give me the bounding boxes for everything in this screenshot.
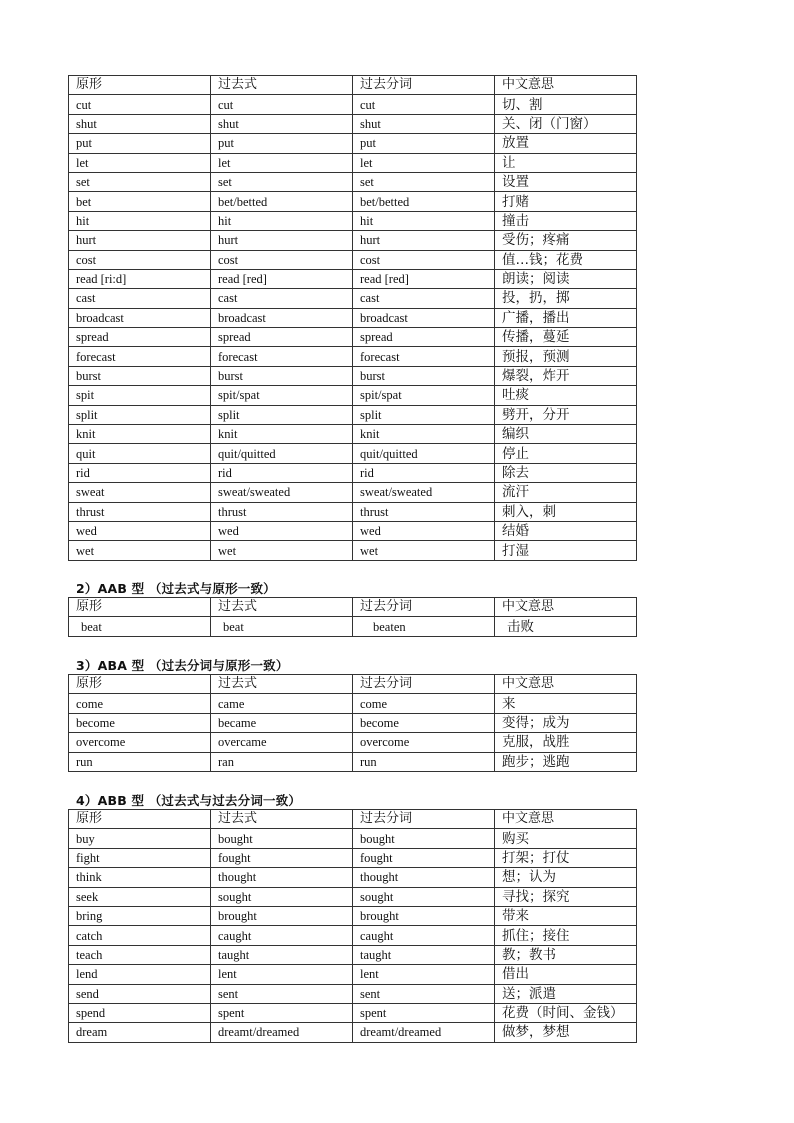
table-row	[69, 172, 637, 191]
cell-past-participle: spread	[353, 328, 495, 347]
header-past-tense: 过去式	[211, 810, 353, 829]
header-base-form: 原形	[69, 810, 211, 829]
cell-past-participle: split	[353, 405, 495, 424]
table-row	[69, 366, 637, 385]
cell-base-form: quit	[69, 444, 211, 463]
cell-past-participle: lent	[353, 965, 495, 984]
cell-past-tense: split	[211, 405, 353, 424]
cell-base-form: spend	[69, 1003, 211, 1022]
cell-past-participle: sought	[353, 887, 495, 906]
cell-past-tense: sought	[211, 887, 353, 906]
table-row	[69, 829, 637, 848]
table-row	[69, 926, 637, 945]
cell-chinese-meaning: 做梦，梦想	[495, 1023, 637, 1042]
section-title-aab: 2）AAB 型 （过去式与原形一致）	[76, 581, 276, 596]
verb-table-aaa	[68, 75, 637, 561]
verb-table-aab	[68, 597, 637, 637]
table-row	[69, 965, 637, 984]
header-past-participle: 过去分词	[353, 598, 495, 617]
cell-past-tense: knit	[211, 425, 353, 444]
table-row	[69, 906, 637, 925]
table-aaa-block	[68, 75, 636, 561]
cell-past-tense: sent	[211, 984, 353, 1003]
cell-chinese-meaning: 带来	[495, 906, 637, 925]
cell-past-participle: hit	[353, 211, 495, 230]
table-row	[69, 713, 637, 732]
cell-chinese-meaning: 设置	[495, 172, 637, 191]
cell-base-form: set	[69, 172, 211, 191]
cell-base-form: send	[69, 984, 211, 1003]
cell-chinese-meaning: 放置	[495, 134, 637, 153]
table-row	[69, 984, 637, 1003]
cell-chinese-meaning: 寻找；探究	[495, 887, 637, 906]
table-row	[69, 425, 637, 444]
cell-base-form: think	[69, 868, 211, 887]
cell-past-tense: wed	[211, 521, 353, 540]
cell-past-tense: thought	[211, 868, 353, 887]
cell-base-form: thrust	[69, 502, 211, 521]
table-row	[69, 848, 637, 867]
section-title-abb: 4）ABB 型 （过去式与过去分词一致）	[76, 793, 302, 808]
table-row	[69, 945, 637, 964]
cell-chinese-meaning: 预报，预测	[495, 347, 637, 366]
cell-past-participle: beaten	[353, 617, 495, 636]
cell-past-participle: set	[353, 172, 495, 191]
cell-past-participle: forecast	[353, 347, 495, 366]
cell-base-form: let	[69, 153, 211, 172]
cell-past-participle: caught	[353, 926, 495, 945]
cell-chinese-meaning: 广播，播出	[495, 308, 637, 327]
cell-chinese-meaning: 送；派遣	[495, 984, 637, 1003]
cell-past-tense: dreamt/dreamed	[211, 1023, 353, 1042]
header-base-form: 原形	[69, 76, 211, 95]
cell-past-tense: became	[211, 713, 353, 732]
cell-chinese-meaning: 想；认为	[495, 868, 637, 887]
cell-past-tense: came	[211, 694, 353, 713]
table-row	[69, 733, 637, 752]
cell-past-participle: quit/quitted	[353, 444, 495, 463]
cell-past-participle: burst	[353, 366, 495, 385]
table-row	[69, 269, 637, 288]
cell-past-tense: brought	[211, 906, 353, 925]
cell-base-form: beat	[69, 617, 211, 636]
table-row	[69, 752, 637, 771]
cell-past-tense: broadcast	[211, 308, 353, 327]
cell-past-tense: fought	[211, 848, 353, 867]
cell-past-tense: lent	[211, 965, 353, 984]
cell-base-form: cut	[69, 95, 211, 114]
cell-chinese-meaning: 花费（时间、金钱）	[495, 1003, 637, 1022]
cell-past-participle: sent	[353, 984, 495, 1003]
table-row	[69, 308, 637, 327]
table-row	[69, 134, 637, 153]
cell-base-form: catch	[69, 926, 211, 945]
table-row	[69, 502, 637, 521]
cell-past-tense: cost	[211, 250, 353, 269]
cell-base-form: wet	[69, 541, 211, 560]
header-chinese-meaning: 中文意思	[495, 76, 637, 95]
cell-past-participle: bet/betted	[353, 192, 495, 211]
table-header-row	[69, 76, 637, 95]
cell-base-form: split	[69, 405, 211, 424]
cell-past-participle: thrust	[353, 502, 495, 521]
cell-past-participle: shut	[353, 114, 495, 133]
cell-past-participle: dreamt/dreamed	[353, 1023, 495, 1042]
cell-past-tense: spit/spat	[211, 386, 353, 405]
cell-chinese-meaning: 传播，蔓延	[495, 328, 637, 347]
cell-chinese-meaning: 停止	[495, 444, 637, 463]
table-row	[69, 1023, 637, 1042]
cell-chinese-meaning: 打架；打仗	[495, 848, 637, 867]
cell-past-participle: rid	[353, 463, 495, 482]
cell-chinese-meaning: 劈开，分开	[495, 405, 637, 424]
cell-past-tense: cast	[211, 289, 353, 308]
cell-base-form: come	[69, 694, 211, 713]
table-row	[69, 1003, 637, 1022]
table-row	[69, 328, 637, 347]
cell-past-tense: bought	[211, 829, 353, 848]
cell-base-form: buy	[69, 829, 211, 848]
cell-chinese-meaning: 打湿	[495, 541, 637, 560]
cell-past-tense: wet	[211, 541, 353, 560]
table-aba-block	[68, 674, 636, 772]
cell-past-participle: cut	[353, 95, 495, 114]
cell-chinese-meaning: 克服，战胜	[495, 733, 637, 752]
cell-past-participle: put	[353, 134, 495, 153]
cell-chinese-meaning: 撞击	[495, 211, 637, 230]
table-row	[69, 211, 637, 230]
cell-past-tense: sweat/sweated	[211, 483, 353, 502]
cell-past-participle: hurt	[353, 231, 495, 250]
cell-past-tense: spent	[211, 1003, 353, 1022]
cell-past-tense: overcame	[211, 733, 353, 752]
cell-past-tense: spread	[211, 328, 353, 347]
cell-past-participle: cost	[353, 250, 495, 269]
header-base-form: 原形	[69, 598, 211, 617]
cell-base-form: seek	[69, 887, 211, 906]
table-row	[69, 868, 637, 887]
header-past-participle: 过去分词	[353, 810, 495, 829]
cell-past-participle: knit	[353, 425, 495, 444]
table-row	[69, 405, 637, 424]
verb-table-abb	[68, 809, 637, 1043]
cell-chinese-meaning: 击败	[495, 617, 637, 636]
cell-chinese-meaning: 吐痰	[495, 386, 637, 405]
cell-base-form: run	[69, 752, 211, 771]
cell-past-tense: rid	[211, 463, 353, 482]
cell-past-tense: caught	[211, 926, 353, 945]
header-past-tense: 过去式	[211, 675, 353, 694]
cell-base-form: rid	[69, 463, 211, 482]
cell-chinese-meaning: 爆裂，炸开	[495, 366, 637, 385]
table-row	[69, 95, 637, 114]
cell-past-participle: spent	[353, 1003, 495, 1022]
table-row	[69, 250, 637, 269]
cell-base-form: broadcast	[69, 308, 211, 327]
cell-base-form: sweat	[69, 483, 211, 502]
table-header-row	[69, 675, 637, 694]
cell-past-tense: burst	[211, 366, 353, 385]
cell-past-participle: read [red]	[353, 269, 495, 288]
cell-chinese-meaning: 借出	[495, 965, 637, 984]
header-chinese-meaning: 中文意思	[495, 598, 637, 617]
table-abb-block	[68, 809, 636, 1043]
cell-past-participle: broadcast	[353, 308, 495, 327]
cell-past-tense: beat	[211, 617, 353, 636]
cell-past-participle: wed	[353, 521, 495, 540]
verb-table-aba	[68, 674, 637, 772]
cell-past-participle: taught	[353, 945, 495, 964]
cell-past-tense: forecast	[211, 347, 353, 366]
cell-past-tense: read [red]	[211, 269, 353, 288]
cell-past-participle: sweat/sweated	[353, 483, 495, 502]
cell-past-participle: become	[353, 713, 495, 732]
cell-base-form: wed	[69, 521, 211, 540]
cell-base-form: overcome	[69, 733, 211, 752]
cell-past-participle: wet	[353, 541, 495, 560]
cell-past-tense: shut	[211, 114, 353, 133]
header-chinese-meaning: 中文意思	[495, 675, 637, 694]
cell-past-participle: brought	[353, 906, 495, 925]
cell-chinese-meaning: 来	[495, 694, 637, 713]
cell-past-participle: cast	[353, 289, 495, 308]
cell-past-participle: come	[353, 694, 495, 713]
cell-past-tense: cut	[211, 95, 353, 114]
cell-past-tense: hurt	[211, 231, 353, 250]
cell-chinese-meaning: 受伤；疼痛	[495, 231, 637, 250]
cell-chinese-meaning: 变得；成为	[495, 713, 637, 732]
cell-base-form: become	[69, 713, 211, 732]
cell-chinese-meaning: 打赌	[495, 192, 637, 211]
table-aab-block	[68, 597, 636, 637]
table-row	[69, 483, 637, 502]
cell-chinese-meaning: 流汗	[495, 483, 637, 502]
cell-base-form: forecast	[69, 347, 211, 366]
cell-base-form: put	[69, 134, 211, 153]
cell-base-form: read [ri:d]	[69, 269, 211, 288]
section-title-aba: 3）ABA 型 （过去分词与原形一致）	[76, 658, 289, 673]
cell-past-tense: let	[211, 153, 353, 172]
table-row	[69, 463, 637, 482]
cell-base-form: cast	[69, 289, 211, 308]
cell-base-form: hurt	[69, 231, 211, 250]
cell-base-form: spread	[69, 328, 211, 347]
table-row	[69, 617, 637, 636]
cell-base-form: burst	[69, 366, 211, 385]
cell-chinese-meaning: 结婚	[495, 521, 637, 540]
cell-chinese-meaning: 让	[495, 153, 637, 172]
table-header-row	[69, 598, 637, 617]
cell-past-tense: taught	[211, 945, 353, 964]
cell-base-form: shut	[69, 114, 211, 133]
cell-past-participle: let	[353, 153, 495, 172]
cell-chinese-meaning: 除去	[495, 463, 637, 482]
header-past-tense: 过去式	[211, 598, 353, 617]
cell-chinese-meaning: 值…钱；花费	[495, 250, 637, 269]
table-row	[69, 541, 637, 560]
cell-past-participle: bought	[353, 829, 495, 848]
table-row	[69, 289, 637, 308]
cell-chinese-meaning: 切、割	[495, 95, 637, 114]
cell-chinese-meaning: 朗读；阅读	[495, 269, 637, 288]
cell-past-tense: hit	[211, 211, 353, 230]
cell-past-participle: overcome	[353, 733, 495, 752]
table-row	[69, 153, 637, 172]
cell-base-form: hit	[69, 211, 211, 230]
cell-chinese-meaning: 购买	[495, 829, 637, 848]
cell-base-form: dream	[69, 1023, 211, 1042]
table-row	[69, 694, 637, 713]
cell-chinese-meaning: 刺入，刺	[495, 502, 637, 521]
header-past-participle: 过去分词	[353, 675, 495, 694]
table-header-row	[69, 810, 637, 829]
cell-base-form: fight	[69, 848, 211, 867]
cell-base-form: cost	[69, 250, 211, 269]
cell-past-participle: run	[353, 752, 495, 771]
table-row	[69, 347, 637, 366]
cell-past-tense: put	[211, 134, 353, 153]
table-row	[69, 231, 637, 250]
table-row	[69, 521, 637, 540]
cell-base-form: knit	[69, 425, 211, 444]
table-row	[69, 192, 637, 211]
cell-past-tense: set	[211, 172, 353, 191]
cell-chinese-meaning: 编织	[495, 425, 637, 444]
cell-chinese-meaning: 投，扔，掷	[495, 289, 637, 308]
cell-chinese-meaning: 抓住；接住	[495, 926, 637, 945]
header-base-form: 原形	[69, 675, 211, 694]
cell-past-participle: spit/spat	[353, 386, 495, 405]
cell-past-participle: thought	[353, 868, 495, 887]
cell-base-form: lend	[69, 965, 211, 984]
cell-base-form: spit	[69, 386, 211, 405]
cell-base-form: bring	[69, 906, 211, 925]
table-row	[69, 444, 637, 463]
cell-past-tense: ran	[211, 752, 353, 771]
header-past-participle: 过去分词	[353, 76, 495, 95]
header-past-tense: 过去式	[211, 76, 353, 95]
cell-chinese-meaning: 关、闭（门窗）	[495, 114, 637, 133]
cell-base-form: bet	[69, 192, 211, 211]
header-chinese-meaning: 中文意思	[495, 810, 637, 829]
cell-chinese-meaning: 跑步；逃跑	[495, 752, 637, 771]
table-row	[69, 386, 637, 405]
cell-past-participle: fought	[353, 848, 495, 867]
table-row	[69, 887, 637, 906]
cell-past-tense: quit/quitted	[211, 444, 353, 463]
cell-base-form: teach	[69, 945, 211, 964]
table-row	[69, 114, 637, 133]
cell-past-tense: bet/betted	[211, 192, 353, 211]
cell-past-tense: thrust	[211, 502, 353, 521]
cell-chinese-meaning: 教；教书	[495, 945, 637, 964]
